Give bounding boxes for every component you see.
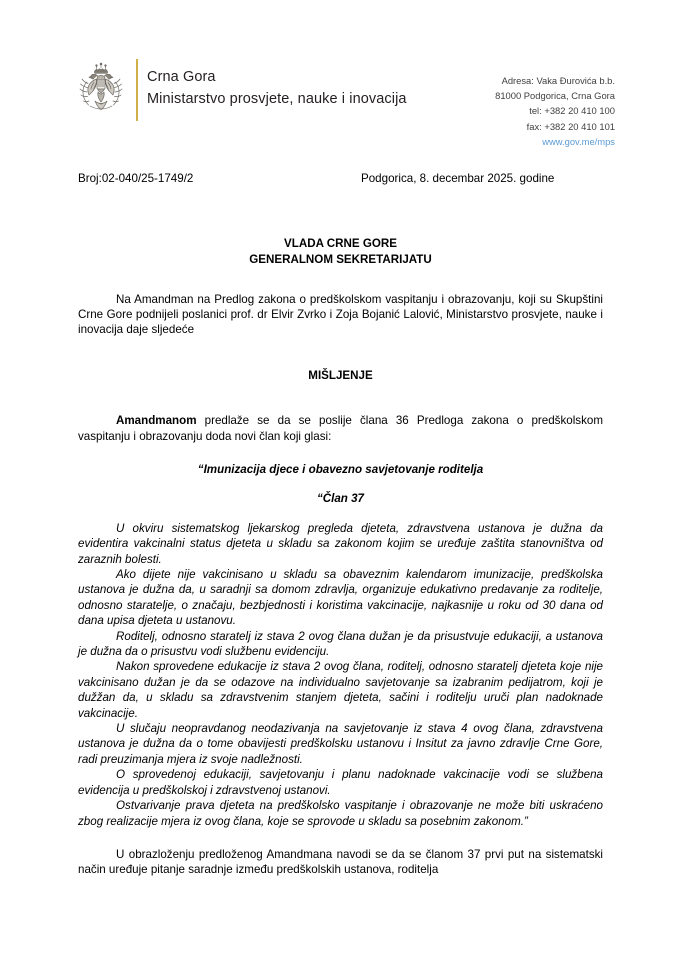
montenegro-coat-of-arms-icon (76, 60, 126, 122)
addressee-line-2: GENERALNOM SEKRETARIJATU (249, 252, 432, 266)
article-paragraph: U okviru sistematskog ljekarskog pregleda djeteta, zdravstvena ustanova je dužna da evidentira vakcinalni status djeteta u skladu sa zakonom kojim se uređuje zaštita stanovništva od zaraznih bolesti. (78, 521, 603, 566)
brand-divider (136, 59, 138, 121)
amendment-lead-bold: Amandmanom (116, 414, 197, 428)
brand-text (147, 66, 407, 111)
place-and-date: Podgorica, 8. decembar 2025. godine (361, 172, 555, 185)
article-paragraph: Roditelj, odnosno staratelj iz stava 2 ovog člana dužan je da prisustvuje edukaciji, a ustanova je dužna da o prisustvu vodi službenu evidenciju. (78, 629, 603, 659)
letterhead (0, 56, 679, 156)
address-line-street: Adresa: Vaka Đurovića b.b. (501, 75, 615, 86)
addressee-line-1: VLADA CRNE GORE (284, 237, 397, 250)
addressee-block (78, 236, 603, 268)
address-line-fax: fax: +382 20 410 101 (526, 120, 615, 132)
address-block (495, 73, 615, 149)
closing-paragraph: U obrazloženju predloženog Amandmana navodi se da se članom 37 prvi put na sistematski način uređuje pitanje saradnje između predškolskih ustanova, roditelja (78, 847, 603, 877)
brand-country: Crna Gora (147, 69, 216, 85)
article-text (78, 521, 603, 829)
opinion-heading: MIŠLJENJE (308, 368, 373, 382)
quoted-section-title: “Imunizacija djece i obavezno savjetovanje roditelja (197, 462, 484, 476)
brand-ministry: Ministarstvo prosvjete, nauke i inovacija (147, 91, 407, 108)
website-link[interactable]: www.gov.me/mps (542, 135, 615, 147)
article-paragraph: Nakon sprovedene edukacije iz stava 2 ovog člana, roditelj, odnosno staratelj djeteta koje nije vakcinisano dužan je da se odazove na individualno savjetovanje sa izabranim pedijatrom, koji je dužžan da, u skladu sa zdravstvenim stanjem djeteta, sačini i roditelju uruči plan nadoknade vakcinacije. (78, 660, 603, 720)
article-paragraph: U slučaju neopravdanog neodazivanja na savjetovanje iz stava 4 ovog člana, zdravstvena ustanova je dužna da o tome obavijesti predškolsku ustanovu i Insitut za javno zdravlje Crne Gore, radi preuzimanja mjera iz svoje nadležnosti. (78, 722, 603, 766)
document-number: Broj:02-040/25-1749/2 (78, 172, 194, 185)
amendment-paragraph-rest: predlaže se da se poslije člana 36 Predloga zakona o predškolskom vaspitanju i obrazovanju doda novi član koji glasi: (78, 414, 603, 443)
document-body (78, 236, 603, 878)
article-title: “Član 37 (316, 492, 365, 506)
address-line-tel: tel: +382 20 410 100 (529, 105, 615, 117)
amendment-paragraph (78, 413, 603, 444)
article-paragraph: Ako dijete nije vakcinisano u skladu sa obaveznim kalendarom imunizacije, predškolska ustanova je dužna da, u saradnji sa domom zdravlja, organizuje edukativno predavanje za roditelje, odnosno staratelje, o značaju, bezbjednosti i koristima vakcinacije, najkasnije u roku od 30 dana od dana upisa djeteta u ustanovu. (78, 568, 603, 628)
article-paragraph: O sprovedenoj edukaciji, savjetovanju i planu nadoknade vakcinacije vodi se službena evidencija u predškolskoj i zdravstvenoj ustanovi. (78, 768, 603, 797)
address-line-city: 81000 Podgorica, Crna Gora (495, 90, 615, 102)
article-paragraph: Ostvarivanje prava djeteta na predškolsko vaspitanje i obrazovanje ne može biti uskraćeno zbog realizacije mjera iz ovog člana, koje se sprovode u skladu sa posebnim zakonom.” (78, 799, 603, 828)
intro-paragraph: Na Amandman na Predlog zakona o predškolskom vaspitanju i obrazovanju, koji su Skupštini Crne Gore podnijeli poslanici prof. dr Elvir Zvrko i Zoja Bojanić Lalović, Ministarstvo prosvjete, nauke i inovacija daje sljedeće (78, 292, 603, 337)
